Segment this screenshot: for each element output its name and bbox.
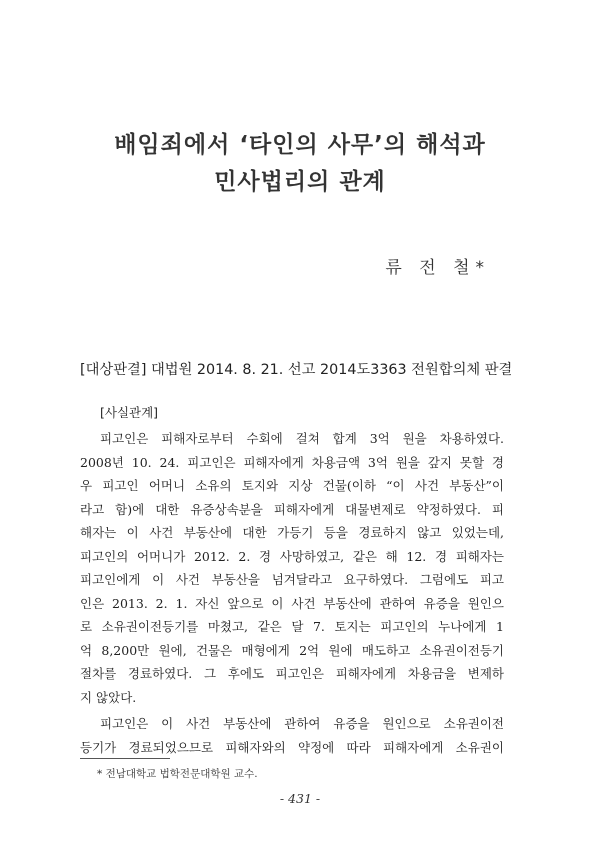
title-line-1: 배임죄에서 ‘타인의 사무’의 해석과: [114, 132, 486, 158]
paragraph-line: 지 않았다.: [80, 689, 137, 705]
paragraph-second: [80, 712, 504, 759]
paragraph-line: 절차를 경료하였다. 그 후에도 피고인은 피해자에게 차용금을 변제하: [80, 666, 504, 681]
paragraph-line: 피고인은 이 사건 부동산에 관하여 유증을 원인으로 소유권이전: [100, 716, 504, 731]
footnote-divider: [80, 758, 170, 759]
author-name: 류 전 철*: [385, 258, 490, 278]
page-number: - 431 -: [279, 791, 321, 806]
paragraph-line: 인은 2013. 2. 1. 자신 앞으로 이 사건 부동산에 관하여 유증을 원인으: [80, 595, 504, 611]
paragraph-facts: [80, 427, 504, 709]
paragraph-line: 피고인은 피해자로부터 수회에 걸쳐 합계 3억 원을 차용하였다.: [100, 431, 504, 446]
paragraph-line: 우 피고인 어머니 소유의 토지와 지상 건물(이하 “이 사건 부동산”이: [80, 478, 504, 493]
paragraph-line: 억 8,200만 원에, 건물은 매형에게 2억 원에 매도하고 소유권이전등기: [80, 642, 504, 658]
paragraph-line: 로 소유권이전등기를 마쳤고, 같은 달 7. 토지는 피고인의 누나에게 1: [80, 619, 504, 634]
paragraph-line: 피고인의 어머니가 2012. 2. 경 사망하였고, 같은 해 12. 경 피해자는: [80, 548, 504, 564]
paragraph-line: 등기가 경료되었으므로 피해자와의 약정에 따라 피해자에게 소유권이: [80, 739, 504, 755]
section-heading: [사실관계]: [100, 405, 159, 420]
paragraph-line: 라고 함)에 대한 유증상속분을 피해자에게 대물변제로 약정하였다. 피: [80, 501, 504, 517]
title-line-2: 민사법리의 관계: [214, 169, 386, 195]
paragraph-line: 해자는 이 사건 부동산에 대한 가등기 등을 경료하지 않고 있었는데,: [80, 525, 504, 540]
footnote: * 전남대학교 법학전문대학원 교수.: [97, 768, 258, 780]
case-reference: [대상판결] 대법원 2014. 8. 21. 선고 2014도3363 전원합의체 판결: [80, 362, 513, 378]
paragraph-line: 2008년 10. 24. 피고인은 피해자에게 차용금액 3억 원을 갚지 못할 경: [80, 454, 504, 470]
paragraph-line: 피고인에게 이 사건 부동산을 넘겨달라고 요구하였다. 그럼에도 피고: [80, 572, 504, 587]
